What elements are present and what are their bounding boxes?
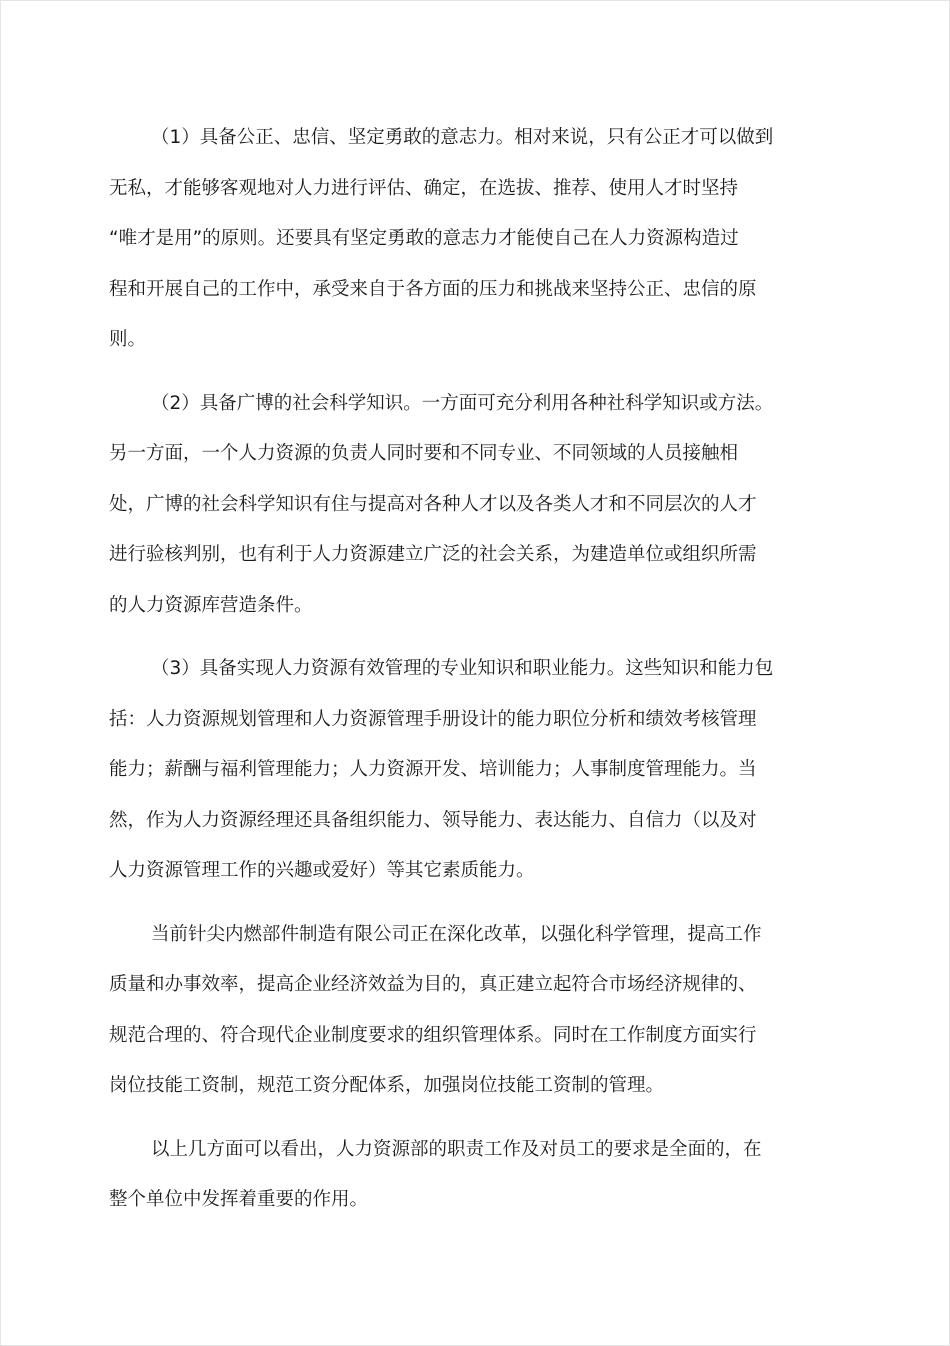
paragraph-5 (109, 1125, 791, 1226)
text-line: 整个单位中发挥着重要的作用。 (109, 1189, 369, 1210)
text-line: 然，作为人力资源经理还具备组织能力、领导能力、表达能力、自信力（以及对 (109, 809, 757, 831)
paragraph-2 (109, 379, 791, 632)
text-line: 进行验核判别，也有利于人力资源建立广泛的社会关系，为建造单位或组织所需 (109, 544, 757, 565)
paragraph-4 (109, 910, 791, 1112)
paragraph-3 (109, 644, 791, 897)
text-line: 质量和办事效率，提高企业经济效益为目的，真正建立起符合市场经济规律的、 (109, 974, 757, 995)
text-line: 另一方面，一个人力资源的负责人同时要和不同专业、不同领域的人员接触相 (109, 443, 739, 464)
text-line: 以上几方面可以看出，人力资源部的职责工作及对员工的要求是全面的，在 (151, 1138, 762, 1160)
text-line: “唯才是用”的原则。还要具有坚定勇敢的意志力才能使自己在人力资源构造过 (109, 228, 739, 249)
text-line: 的人力资源库营造条件。 (109, 594, 313, 616)
paragraph-1 (109, 113, 791, 366)
document-body (109, 113, 791, 1239)
text-line: 人力资源管理工作的兴趣或爱好）等其它素质能力。 (109, 860, 535, 881)
text-line: 无私，才能够客观地对人力进行评估、确定，在选拔、推荐、使用人才时坚持 (109, 177, 739, 199)
text-line: 程和开展自己的工作中，承受来自于各方面的压力和挑战来坚持公正、忠信的原 (109, 278, 757, 300)
text-line: 当前针尖内燃部件制造有限公司正在深化改革，以强化科学管理，提高工作 (151, 923, 762, 945)
text-line: 处，广博的社会科学知识有住与提高对各种人才以及各类人才和不同层次的人才 (109, 493, 757, 515)
text-line: 则。 (109, 329, 147, 350)
text-line: 岗位技能工资制，规范工资分配体系，加强岗位技能工资制的管理。 (109, 1075, 665, 1096)
text-line: （3）具备实现人力资源有效管理的专业知识和职业能力。这些知识和能力包 (151, 658, 774, 679)
text-line: 能力；薪酬与福利管理能力；人力资源开发、培训能力；人事制度管理能力。当 (109, 759, 757, 780)
text-line: 括：人力资源规划管理和人力资源管理手册设计的能力职位分析和绩效考核管理 (109, 708, 757, 730)
text-line: （2）具备广博的社会科学知识。一方面可充分利用各种社科学知识或方法。 (151, 392, 774, 414)
text-line: 规范合理的、符合现代企业制度要求的组织管理体系。同时在工作制度方面实行 (109, 1024, 757, 1046)
text-line: （1）具备公正、忠信、坚定勇敢的意志力。相对来说，只有公正才可以做到 (151, 127, 774, 148)
